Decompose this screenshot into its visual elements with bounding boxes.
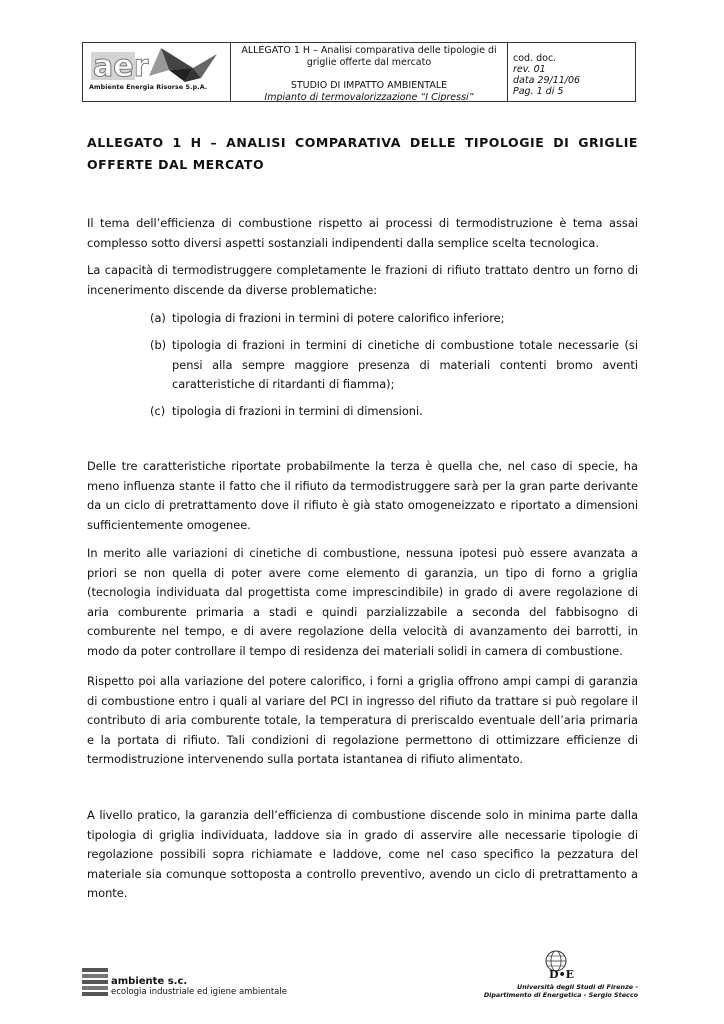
footer-university-logo <box>478 950 638 1000</box>
list-item-c <box>150 402 638 422</box>
footer-department: Dipartimento di Energetica - Sergio Stecco <box>483 991 638 999</box>
list-item-b <box>150 336 638 395</box>
document-header <box>82 42 636 102</box>
header-plant: Impianto di termovalorizzazione “I Cipressi” <box>264 92 474 103</box>
company-name: Ambiente Energia Risorse S.p.A. <box>89 84 208 91</box>
ambiente-bars-icon <box>82 968 108 996</box>
list-label: (c) <box>150 404 166 418</box>
svg-text:aer: aer <box>93 49 149 84</box>
aer-logo <box>83 43 231 101</box>
paragraph-1: Il tema dell’efficienza di combustione rispetto ai processi di termodistruzione è tema assai complesso sotto diversi aspetti sostanziali indipendenti dalla semplice scelta tecnologica. <box>87 216 638 250</box>
list-text: tipologia di frazioni in termini di cinetiche di combustione totale necessarie (si pensi alla sempre maggiore presenza di materiali contenti bromo aventi caratteristiche di ritardanti di fiamma); <box>172 338 638 391</box>
list-item-a <box>150 309 638 329</box>
footer-university: Università degli Studi di Firenze - <box>517 983 638 991</box>
footer-company-sub: ecologia industriale ed igiene ambientale <box>111 987 287 997</box>
list-label: (a) <box>150 311 166 325</box>
paragraph-2: La capacità di termodistruggere completamente le frazioni di rifiuto trattato dentro un forno di incenerimento discende da diverse problematiche: <box>87 263 638 297</box>
header-page: Pag. 1 di 5 <box>513 86 564 97</box>
paragraph-4: In merito alle variazioni di cinetiche di combustione, nessuna ipotesi può essere avanzata a priori se non quella di poter avere come elemento di garanzia, un tipo di forno a griglia (tecnologia individuata dal progettista come imprescindibile) in grado di avere regolazione di aria comburente primaria a stadi e quindi parzializzabile a seconda del fabbisogno di comburente nel tempo, e di avere regolazione della velocità di avanzamento dei barrotti, in modo da poter controllare il tempo di residenza dei materiali solidi in camera di combustione. <box>87 546 638 658</box>
header-rev: rev. 01 <box>513 64 546 75</box>
header-study: STUDIO DI IMPATTO AMBIENTALE <box>290 80 448 91</box>
header-title-cell <box>231 43 508 101</box>
paragraph-6: A livello pratico, la garanzia dell’efficienza di combustione discende solo in minima parte dalla tipologia di griglia individuata, laddove sia in grado di asservire alle necessarie tipologie di regolazione possibili sopra richiamate e laddove, come nel caso specifico la pezzatura del materiale sia comunque sottoposta a controllo preventivo, avendo un ciclo di pretrattamento a monte. <box>87 808 638 900</box>
paragraph-3: Delle tre caratteristiche riportate probabilmente la terza è quella che, nel caso di specie, ha meno influenza stante il fatto che il rifiuto da termodistruggere sarà per la gran parte derivante da un ciclo di pretrattamento dove il rifiuto è già stato omogeneizzato e riportato a dimensioni sufficientemente omogenee. <box>87 459 638 532</box>
list-text: tipologia di frazioni in termini di dimensioni. <box>172 404 423 418</box>
header-date: data 29/11/06 <box>513 75 581 86</box>
paragraph-5: Rispetto poi alla variazione del potere calorifico, i forni a griglia offrono ampi campi di garanzia di combustione entro i quali al variare del PCI in ingresso del rifiuto da trattare si può regolare il contributo di aria comburente totale, la temperatura di preriscaldo eventuale dell’aria primaria e la portata di rifiuto. Tali condizioni di regolazione permettono di ottimizzare efficienze di termodistruzione intervenendo sulla portata istantanea di rifiuto alimentato. <box>87 674 638 766</box>
header-attachment-title: ALLEGATO 1 H – Analisi comparativa delle tipologie di griglie offerte dal mercato <box>241 45 497 68</box>
list-label: (b) <box>150 338 167 352</box>
list-text: tipologia di frazioni in termini di potere calorifico inferiore; <box>172 311 505 325</box>
footer-company-name: ambiente s.c. <box>111 976 188 987</box>
de-logo-text: D•E <box>549 968 574 981</box>
aer-logo-mark-icon <box>89 46 225 84</box>
header-meta-cell <box>508 43 635 101</box>
document-title: ALLEGATO 1 H – ANALISI COMPARATIVA DELLE TIPOLOGIE DI GRIGLIE OFFERTE DAL MERCATO <box>87 135 638 172</box>
footer-ambiente-logo <box>82 968 287 998</box>
header-cod-doc: cod. doc. <box>513 53 557 64</box>
